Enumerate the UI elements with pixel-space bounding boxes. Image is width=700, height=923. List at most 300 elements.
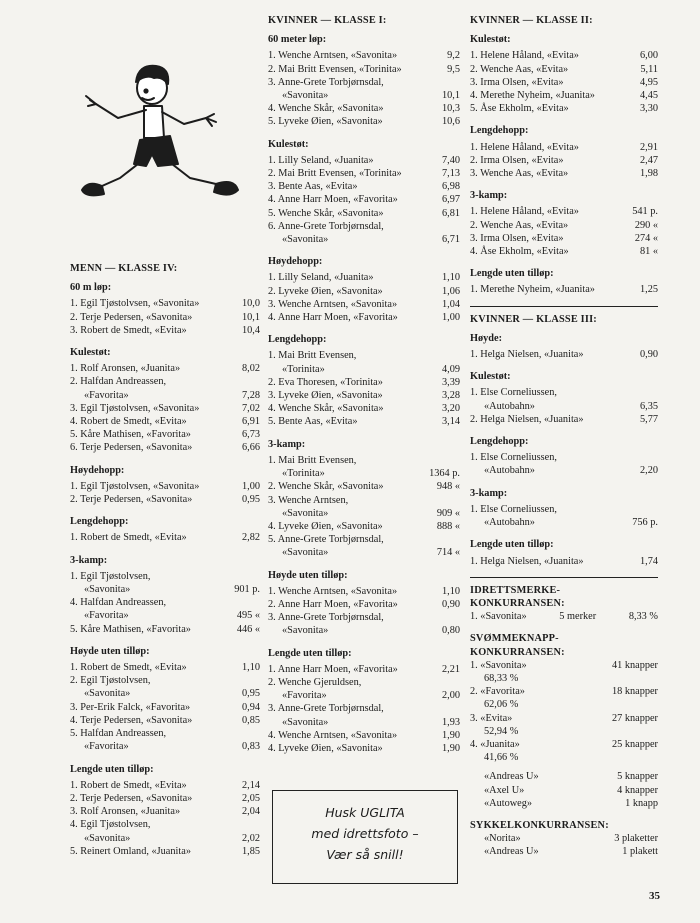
result-value: 5 knapper: [617, 771, 658, 783]
result-name: 1. Lilly Seland, «Juanita»: [268, 154, 374, 166]
result-name: 3. Lyveke Øien, «Savonita»: [268, 390, 383, 402]
result-value: [457, 494, 460, 507]
result-name: 1. Else Corneliussen,: [470, 503, 557, 515]
result-name: 3. Per-Erik Falck, «Favorita»: [70, 701, 191, 713]
event-section: [470, 435, 658, 478]
result-row: [470, 516, 658, 529]
result-value: 9,5: [447, 63, 460, 75]
result-row: [268, 233, 460, 246]
result-name: 2. Wenche Aas, «Evita»: [470, 63, 569, 75]
result-row: [268, 533, 460, 546]
result-value: 888 «: [436, 520, 460, 532]
result-row: [70, 493, 260, 506]
result-value: 3,30: [639, 103, 658, 115]
result-row: [70, 362, 260, 375]
result-row: [268, 663, 460, 676]
event-section: [268, 33, 460, 128]
result-name: 2. «Favorita»: [470, 686, 525, 698]
result-value: 1,06: [441, 285, 460, 297]
result-value: 7,40: [441, 154, 460, 166]
event-title: 3-kamp:: [268, 438, 306, 450]
result-value: [257, 570, 260, 583]
event-title: Kulestøt:: [70, 347, 111, 359]
result-name: 1. Egil Tjøstolvsen, «Savonita»: [70, 480, 200, 492]
result-row: [70, 570, 260, 583]
result-value: 274 «: [634, 232, 658, 244]
result-row: [268, 494, 460, 507]
result-value: 81 «: [639, 246, 658, 258]
result-row: [470, 89, 658, 102]
event-section: [470, 267, 658, 296]
result-value: 0,95: [241, 494, 260, 506]
result-value: 7,13: [441, 168, 460, 180]
result-name: 1. Merethe Nyheim, «Juanita»: [470, 284, 595, 296]
result-value: 948 «: [436, 481, 460, 493]
result-row: [268, 180, 460, 193]
event-title: Høydehopp:: [70, 464, 125, 476]
result-row: [268, 63, 460, 76]
result-row: [70, 583, 260, 596]
result-name: 3. «Evita»: [470, 712, 513, 724]
result-name: 4. Lyveke Øien, «Savonita»: [268, 520, 383, 532]
result-name: 1. Egil Tjøstolvsen,: [70, 570, 151, 582]
result-row: [470, 845, 658, 858]
result-name: 3. Wenche Arntsen,: [268, 494, 349, 506]
result-value: 4,95: [639, 76, 658, 88]
result-row: [268, 311, 460, 324]
result-name: 1. Egil Tjøstolvsen, «Savonita»: [70, 298, 200, 310]
result-value: 9,2: [447, 50, 460, 62]
result-name: 3. Anne-Grete Torbjørnsdal,: [268, 612, 384, 624]
result-name: 52,94 %: [484, 725, 519, 737]
result-row: [70, 661, 260, 674]
result-name: «Savonita»: [282, 90, 329, 102]
result-row: [268, 76, 460, 89]
result-value: 7,02: [241, 402, 260, 414]
result-value: 495 «: [236, 610, 260, 622]
event-section: [268, 647, 460, 756]
result-row: [470, 283, 658, 296]
event-section: [470, 538, 658, 567]
result-value: 0,90: [639, 349, 658, 361]
result-value: 2,47: [639, 154, 658, 166]
result-name: 6. Anne-Grete Torbjørnsdal,: [268, 220, 384, 232]
result-value: 6,71: [441, 234, 460, 246]
result-name: 1. Helene Håland, «Evita»: [470, 206, 579, 218]
result-row: [70, 375, 260, 388]
result-value: 2,82: [241, 532, 260, 544]
result-row: [268, 742, 460, 755]
result-row: [70, 297, 260, 310]
event-title: 3-kamp:: [70, 554, 108, 566]
result-value: 6,98: [441, 181, 460, 193]
result-name: 2. Helga Nielsen, «Juanita»: [470, 413, 584, 425]
result-row: [70, 818, 260, 831]
result-name: «Savonita»: [84, 832, 131, 844]
event-section: [268, 569, 460, 638]
result-row: [268, 363, 460, 376]
result-value: 901 p.: [234, 584, 260, 596]
result-row: [268, 624, 460, 637]
result-name: 5. Anne-Grete Torbjørnsdal,: [268, 534, 384, 546]
divider: [470, 306, 658, 307]
result-value: [655, 725, 658, 738]
result-value: 6,81: [441, 207, 460, 219]
result-value: 3,20: [441, 403, 460, 415]
result-value: 2,04: [241, 806, 260, 818]
result-name: 2. Halfdan Andreassen,: [70, 376, 167, 388]
result-row: [70, 674, 260, 687]
uglita-line-2: med idrettsfoto –: [311, 826, 419, 841]
result-value: 2,20: [639, 465, 658, 477]
result-name: 1. Rolf Aronsen, «Juanita»: [70, 363, 181, 375]
result-name: «Axel U»: [484, 784, 525, 796]
result-name: 1. Mai Britt Evensen,: [268, 350, 357, 362]
result-value: 8,02: [241, 363, 260, 375]
result-name: 3. Anne-Grete Torbjørnsdal,: [268, 703, 384, 715]
result-name: 5. Åse Ekholm, «Evita»: [470, 103, 569, 115]
result-name: 1. Robert de Smedt, «Evita»: [70, 532, 187, 544]
result-name: «Savonita»: [282, 234, 329, 246]
result-value: 1,00: [441, 312, 460, 324]
result-row: [268, 676, 460, 689]
result-row: [470, 348, 658, 361]
event-section: [470, 370, 658, 426]
result-value: 2,02: [241, 832, 260, 844]
result-row: [470, 232, 658, 245]
result-row: [470, 76, 658, 89]
result-row: [268, 507, 460, 520]
result-row: [470, 751, 658, 764]
result-value: 2,00: [441, 690, 460, 702]
result-row: [70, 596, 260, 609]
result-name: 4. Lyveke Øien, «Savonita»: [268, 742, 383, 754]
result-value: 1,74: [639, 555, 658, 567]
result-row: [470, 738, 658, 751]
result-name: 2. Mai Britt Evensen, «Torinita»: [268, 63, 402, 75]
result-value: 8,33 %: [628, 611, 658, 623]
result-value: 1,10: [441, 585, 460, 597]
class-heading: KVINNER — KLASSE II:: [470, 15, 593, 26]
result-name: 41,66 %: [484, 752, 519, 764]
result-name: 4. Merethe Nyheim, «Juanita»: [470, 90, 595, 102]
result-name: 5. Kåre Mathisen, «Favorita»: [70, 623, 191, 635]
result-name: 5. Bente Aas, «Evita»: [268, 416, 358, 428]
result-value: 10,4: [241, 324, 260, 336]
result-name: 4. «Juanita»: [470, 738, 520, 750]
result-name: «Norita»: [484, 833, 521, 845]
result-name: 4. Egil Tjøstolvsen,: [70, 819, 151, 831]
section-heading: KONKURRANSEN:: [470, 646, 565, 658]
column-women-class-i: [268, 14, 460, 764]
event-section: [70, 645, 260, 754]
result-name: 4. Wenche Skår, «Savonita»: [268, 103, 384, 115]
event-title: Lengde uten tilløp:: [470, 268, 554, 280]
result-name: 3. Rolf Aronsen, «Juanita»: [70, 806, 181, 818]
event-title: Høyde uten tilløp:: [70, 645, 150, 657]
column-women-class-ii-iii: [470, 14, 658, 868]
event-title: Lengde uten tilløp:: [268, 647, 352, 659]
result-row: [70, 792, 260, 805]
result-value: 1,10: [241, 662, 260, 674]
result-row: [470, 555, 658, 568]
result-value: 1 knapp: [625, 797, 658, 809]
result-name: 3. Robert de Smedt, «Evita»: [70, 324, 187, 336]
result-value: [457, 220, 460, 233]
event-section: [70, 464, 260, 507]
result-row: [470, 832, 658, 845]
result-row: [268, 271, 460, 284]
result-value: 6,91: [241, 416, 260, 428]
result-row: [268, 220, 460, 233]
result-value: 3,28: [441, 390, 460, 402]
result-value: 756 p.: [632, 517, 658, 529]
result-value: 446 «: [236, 623, 260, 635]
result-value: 2,91: [639, 141, 658, 153]
event-section: [470, 189, 658, 258]
result-name: 1. Anne Harr Moen, «Favorita»: [268, 663, 398, 675]
result-value: [257, 674, 260, 687]
event-section: [70, 554, 260, 636]
result-row: [70, 779, 260, 792]
result-name: 1. «Savonita»: [470, 659, 527, 671]
result-name: 1. Mai Britt Evensen,: [268, 454, 357, 466]
result-name: «Autobahn»: [484, 465, 535, 477]
result-row: [70, 623, 260, 636]
result-row: [70, 428, 260, 441]
divider: [470, 577, 658, 578]
result-value: [655, 503, 658, 516]
result-name: 3. Anne-Grete Torbjørnsdal,: [268, 76, 384, 88]
result-name: 68,33 %: [484, 672, 519, 684]
result-row: [70, 531, 260, 544]
result-row: [268, 716, 460, 729]
result-value: [457, 454, 460, 467]
result-row: [268, 349, 460, 362]
result-name: 1. Helga Nielsen, «Juanita»: [470, 555, 584, 567]
result-row: [268, 454, 460, 467]
result-value: [655, 698, 658, 711]
result-name: 1. Helga Nielsen, «Juanita»: [470, 349, 584, 361]
result-name: «Savonita»: [282, 507, 329, 519]
class-heading: KVINNER — KLASSE III:: [470, 313, 597, 325]
result-value: [655, 451, 658, 464]
result-row: [268, 611, 460, 624]
result-value: 1364 p.: [429, 468, 460, 480]
result-name: 5. Kåre Mathisen, «Favorita»: [70, 429, 191, 441]
result-row: [70, 845, 260, 858]
result-name: «Torinita»: [282, 363, 325, 375]
result-value: [257, 727, 260, 740]
result-name: «Torinita»: [282, 468, 325, 480]
result-value: 3 plaketter: [614, 833, 658, 845]
result-row: [268, 729, 460, 742]
result-name: 1. Wenche Arntsen, «Savonita»: [268, 585, 398, 597]
result-row: [470, 245, 658, 258]
result-value: 2,05: [241, 792, 260, 804]
column-men-class-iv: [70, 262, 260, 867]
result-name: «Autobahn»: [484, 400, 535, 412]
event-title: Kulestøt:: [470, 34, 511, 46]
result-value: 0,80: [441, 625, 460, 637]
result-name: 3. Wenche Arntsen, «Savonita»: [268, 298, 398, 310]
result-name: «Savonita»: [282, 716, 329, 728]
result-name: 2. Terje Pedersen, «Savonita»: [70, 494, 193, 506]
uglita-line-3: Vær så snill!: [326, 847, 404, 862]
result-value: 2,21: [441, 663, 460, 675]
result-name: «Autoweg»: [484, 797, 533, 809]
result-name: 4. Halfdan Andreassen,: [70, 597, 167, 609]
result-value: [257, 596, 260, 609]
result-row: [268, 376, 460, 389]
result-value: 5,11: [640, 63, 658, 75]
result-row: [470, 672, 658, 685]
result-name: 4. Terje Pedersen, «Savonita»: [70, 714, 193, 726]
result-name: «Favorita»: [84, 610, 129, 622]
event-title: Lengdehopp:: [268, 334, 327, 346]
result-name: 3. Bente Aas, «Evita»: [268, 181, 358, 193]
result-value: 3,14: [441, 416, 460, 428]
result-value: 6,35: [639, 400, 658, 412]
result-name: 3. Irma Olsen, «Evita»: [470, 76, 564, 88]
result-row: [268, 102, 460, 115]
result-name: 2. Egil Tjøstolvsen,: [70, 675, 151, 687]
result-name: 1. Lilly Seland, «Juanita»: [268, 272, 374, 284]
result-count: 5 merker: [559, 611, 597, 623]
result-value: [457, 533, 460, 546]
page-number: 35: [649, 889, 660, 902]
result-name: 5. Halfdan Andreassen,: [70, 728, 167, 740]
result-row: [470, 659, 658, 672]
result-name: 3. Egil Tjøstolvsen, «Savonita»: [70, 402, 200, 414]
result-value: 1,00: [241, 480, 260, 492]
result-name: 3. Irma Olsen, «Evita»: [470, 232, 564, 244]
event-section: [470, 124, 658, 180]
result-name: 1. Else Corneliussen,: [470, 387, 557, 399]
result-name: 2. Wenche Gjeruldsen,: [268, 676, 362, 688]
result-row: [70, 740, 260, 753]
result-row: [70, 609, 260, 622]
result-value: 0,95: [241, 688, 260, 700]
result-name: 6. Terje Pedersen, «Savonita»: [70, 442, 193, 454]
result-row: [470, 219, 658, 232]
event-section: [268, 255, 460, 324]
event-title: Lengdehopp:: [470, 125, 529, 137]
result-value: [655, 386, 658, 399]
result-row: [70, 480, 260, 493]
idrettsmerke-section: [470, 584, 658, 624]
result-row: [470, 464, 658, 477]
result-name: 2. Mai Britt Evensen, «Torinita»: [268, 168, 402, 180]
event-title: 3-kamp:: [470, 487, 508, 499]
uglita-line-1: Husk UGLITA: [325, 805, 405, 820]
result-name: 1. Else Corneliussen,: [470, 452, 557, 464]
result-row: [268, 585, 460, 598]
result-row: [470, 400, 658, 413]
result-name: 2. Terje Pedersen, «Savonita»: [70, 311, 193, 323]
result-value: 1,25: [639, 284, 658, 296]
result-row: [470, 685, 658, 698]
result-value: 6,73: [241, 429, 260, 441]
result-row: [470, 503, 658, 516]
result-row: [70, 714, 260, 727]
result-value: 10,1: [441, 90, 460, 102]
result-name: 4. Anne Harr Moen, «Favorita»: [268, 312, 398, 324]
result-value: 1 plakett: [622, 846, 658, 858]
event-title: Høydehopp:: [268, 256, 323, 268]
result-value: 1,04: [441, 298, 460, 310]
uglita-notice-box: [272, 790, 458, 884]
result-row: [268, 89, 460, 102]
result-value: 4,09: [441, 363, 460, 375]
result-value: 10,6: [441, 116, 460, 128]
result-name: 1. Helene Håland, «Evita»: [470, 141, 579, 153]
event-section: [268, 333, 460, 428]
event-section: [70, 281, 260, 337]
result-value: [457, 349, 460, 362]
result-name: 4. Anne Harr Moen, «Favorita»: [268, 194, 398, 206]
result-name: 5. Reinert Omland, «Juanita»: [70, 845, 191, 857]
result-row: [70, 311, 260, 324]
result-name: «Favorita»: [282, 690, 327, 702]
event-title: Lengde uten tilløp:: [470, 539, 554, 551]
result-value: 10,1: [241, 311, 260, 323]
result-row: [268, 298, 460, 311]
result-name: 4. Wenche Arntsen, «Savonita»: [268, 729, 398, 741]
result-row: [70, 832, 260, 845]
result-name: 1. Robert de Smedt, «Evita»: [70, 662, 187, 674]
section-heading: IDRETTSMERKE-: [470, 584, 561, 596]
result-name: «Savonita»: [282, 625, 329, 637]
result-name: 2. Lyveke Øien, «Savonita»: [268, 285, 383, 297]
result-row: [470, 205, 658, 218]
event-title: Lengdehopp:: [70, 516, 129, 528]
result-name: «Savonita»: [84, 688, 131, 700]
result-row: [70, 805, 260, 818]
result-row: [470, 386, 658, 399]
class-heading: MENN — KLASSE IV:: [70, 263, 178, 274]
result-row: [268, 415, 460, 428]
result-name: 1. Helene Håland, «Evita»: [470, 50, 579, 62]
result-row: [470, 49, 658, 62]
result-row: [470, 610, 658, 623]
result-row: [470, 698, 658, 711]
result-value: 909 «: [436, 507, 460, 519]
result-name: 2. Irma Olsen, «Evita»: [470, 154, 564, 166]
result-name: «Andreas U»: [484, 846, 539, 858]
result-row: [470, 451, 658, 464]
result-row: [470, 712, 658, 725]
result-row: [470, 725, 658, 738]
result-name: 62,06 %: [484, 699, 519, 711]
svommeknapp-section: [470, 632, 658, 810]
result-value: 10,3: [441, 103, 460, 115]
result-value: 0,90: [441, 598, 460, 610]
result-name: 2. Wenche Skår, «Savonita»: [268, 481, 384, 493]
result-value: 0,83: [241, 741, 260, 753]
result-value: 1,10: [441, 272, 460, 284]
result-value: [655, 751, 658, 764]
result-value: [457, 702, 460, 715]
event-title: Kulestøt:: [470, 371, 511, 383]
result-value: 7,28: [241, 389, 260, 401]
result-row: [268, 598, 460, 611]
result-value: 1,90: [441, 729, 460, 741]
event-section: [70, 515, 260, 544]
result-row: [470, 167, 658, 180]
event-section: [268, 438, 460, 560]
result-row: [470, 797, 658, 810]
